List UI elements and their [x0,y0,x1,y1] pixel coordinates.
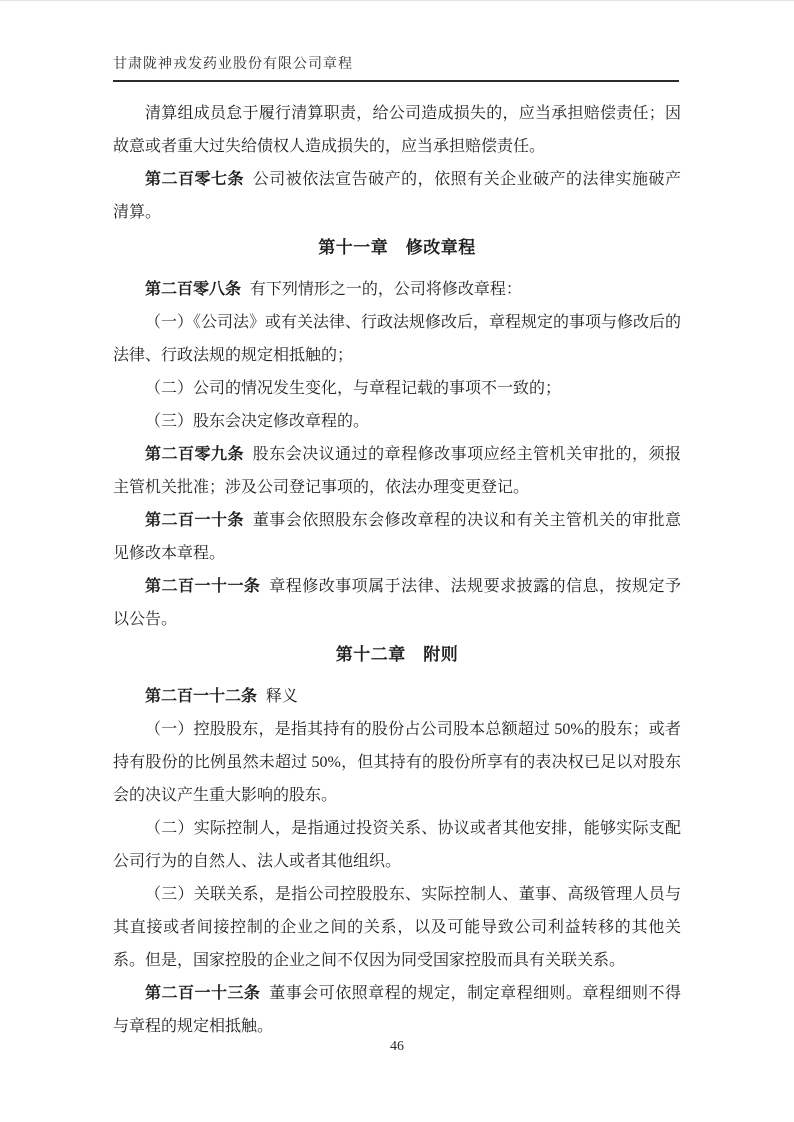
article-paragraph: 第二百一十二条 释义 [145,688,298,705]
chapter-heading: 第十二章 附则 [335,645,459,664]
chapter-heading: 第十一章 修改章程 [318,238,476,257]
article-number: 第二百一十一条 [145,578,261,595]
article-number: 第二百一十条 [145,512,244,529]
article-number: 第二百一十三条 [145,985,261,1002]
page-header [113,53,679,82]
article-number: 第二百零七条 [145,171,244,188]
page-number: 46 [390,1039,404,1054]
article-number: 第二百零八条 [145,281,242,298]
page-footer [0,1039,794,1055]
article-paragraph: 第二百一十三条 董事会可依照章程的规定，制定章程细则。章程细则不得与章程的规定相抵触。 [113,985,681,1035]
body-paragraph: 清算组成员怠于履行清算职责，给公司造成损失的，应当承担赔偿责任；因故意或者重大过失给债权人造成损失的，应当承担赔偿责任。 [113,105,681,155]
document-body [113,97,681,1043]
article-paragraph: 第二百零八条 有下列情形之一的，公司将修改章程： [145,281,522,298]
article-paragraph: 第二百一十一条 章程修改事项属于法律、法规要求披露的信息，按规定予以公告。 [113,578,681,628]
body-paragraph: （三）关联关系，是指公司控股股东、实际控制人、董事、高级管理人员与其直接或者间接控制的企业之间的关系，以及可能导致公司利益转移的其他关系。但是，国家控股的企业之间不仅因为同受国家控股而具有关联关系。 [113,886,681,969]
body-paragraph: （二）实际控制人，是指通过投资关系、协议或者其他安排，能够实际支配公司行为的自然人、法人或者其他组织。 [113,820,681,870]
body-paragraph: （二）公司的情况发生变化，与章程记载的事项不一致的； [145,380,562,397]
article-number: 第二百一十二条 [145,688,258,705]
body-paragraph: （一）控股股东，是指其持有的股份占公司股本总额超过 50%的股东；或者持有股份的比例虽然未超过 50%，但其持有的股份所享有的表决权已足以对股东会的决议产生重大影响的股东。 [113,721,681,804]
article-number: 第二百零九条 [145,446,244,463]
body-paragraph: （一）《公司法》或有关法律、行政法规修改后，章程规定的事项与修改后的法律、行政法规的规定相抵触的； [113,314,682,364]
article-paragraph: 第二百一十条 董事会依照股东会修改章程的决议和有关主管机关的审批意见修改本章程。 [113,512,681,562]
document-title: 甘肃陇神戎发药业股份有限公司章程 [113,57,353,72]
article-paragraph: 第二百零七条 公司被依法宣告破产的，依照有关企业破产的法律实施破产清算。 [113,171,681,221]
article-paragraph: 第二百零九条 股东会决议通过的章程修改事项应经主管机关审批的，须报主管机关批准；涉及公司登记事项的，依法办理变更登记。 [113,446,681,496]
body-paragraph: （三）股东会决定修改章程的。 [145,413,370,430]
